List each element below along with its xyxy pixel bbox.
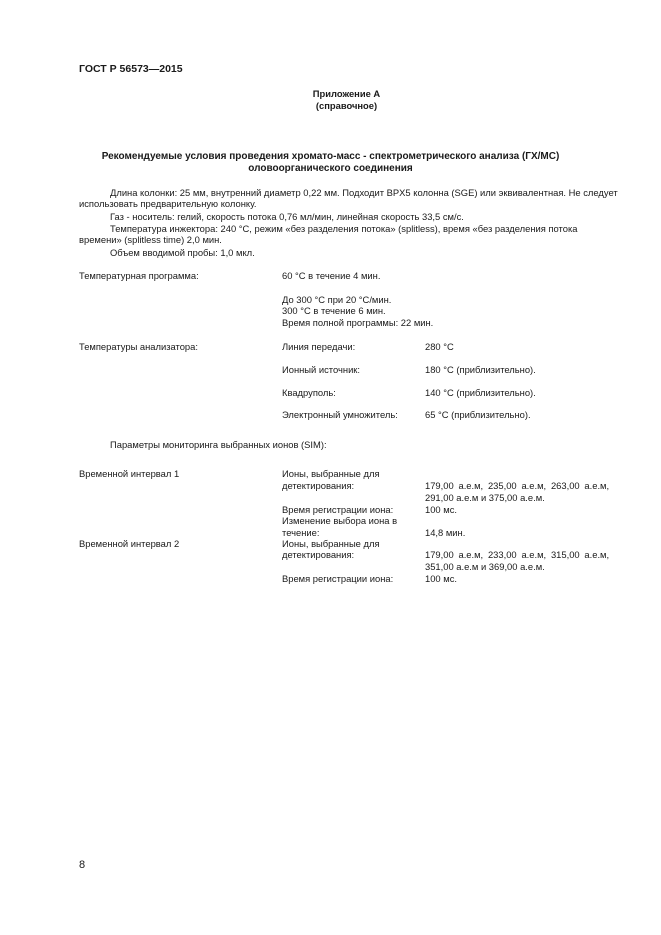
temp-program-line2: До 300 °С при 20 °С/мин. [282,294,392,305]
document-code: ГОСТ Р 56573—2015 [79,63,183,75]
appendix-type: (справочное) [315,100,378,111]
analyzer-row-value: 280 °С [425,341,454,352]
analyzer-row-value: 140 °С (приблизительно). [425,387,536,398]
temp-program-label: Температурная программа: [79,270,199,281]
analyzer-row-name: Электронный умножитель: [282,409,398,420]
interval1-change-label: Изменение выбора иона в [282,515,398,526]
interval2-ions-label: Ионы, выбранные для [282,538,380,549]
gas-paragraph: Газ - носитель: гелий, скорость потока 0,76 мл/мин, линейная скорость 33,5 см/с. [110,211,464,222]
analyzer-row-value: 65 °С (приблизительно). [425,409,531,420]
interval1-ions-label: детектирования: [282,480,355,491]
analyzer-row-name: Линия передачи: [282,341,356,352]
interval2-ions-value: 179,00 а.е.м, 233,00 а.е.м, 315,00 а.е.м, [425,549,610,560]
appendix-label: Приложение А [312,88,381,99]
interval1-dwell-value: 100 мс. [425,504,457,515]
section-title-line1: Рекомендуемые условия проведения хромато-масс - спектрометрического анализа (ГХ/МС) [101,151,560,162]
interval1-change-label: течение: [282,527,320,538]
interval2-label: Временной интервал 2 [79,538,180,549]
injector-paragraph: Температура инжектора: 240 °С, режим «без разделения потока» (splitless), время «без разделения потока времени» (splitless time) 2,0 мин. [79,223,578,246]
interval2-ions-label: детектирования: [282,549,355,560]
interval1-label: Временной интервал 1 [79,468,180,479]
analyzer-label: Температуры анализатора: [79,341,198,352]
interval1-dwell-label: Время регистрации иона: [282,504,394,515]
interval2-ions-value: 351,00 а.е.м и 369,00 а.е.м. [425,561,545,572]
interval1-ions-value: 179,00 а.е.м, 235,00 а.е.м, 263,00 а.е.м, [425,480,610,491]
sample-paragraph: Объем вводимой пробы: 1,0 мкл. [110,247,255,258]
interval1-ions-value: 291,00 а.е.м и 375,00 а.е.м. [425,492,545,503]
section-title-line2: оловоорганического соединения [248,163,413,174]
analyzer-row-name: Ионный источник: [282,364,361,375]
column-paragraph: Длина колонки: 25 мм, внутренний диаметр 0,22 мм. Подходит BPX5 колонна (SGE) или эквивалентная. Не следует использовать предварительную колонку. [79,187,618,210]
interval2-dwell-label: Время регистрации иона: [282,573,394,584]
interval1-ions-label: Ионы, выбранные для [282,468,380,479]
temp-program-line4: Время полной программы: 22 мин. [282,317,434,328]
analyzer-row-value: 180 °С (приблизительно). [425,364,536,375]
sim-heading: Параметры мониторинга выбранных ионов (SIM): [110,439,327,450]
page-number: 8 [79,859,86,871]
interval1-change-value: 14,8 мин. [425,527,466,538]
interval2-dwell-value: 100 мс. [425,573,457,584]
temp-program-line3: 300 °С в течение 6 мин. [282,305,386,316]
temp-program-line1: 60 °С в течение 4 мин. [282,270,381,281]
analyzer-row-name: Квадруполь: [282,387,336,398]
